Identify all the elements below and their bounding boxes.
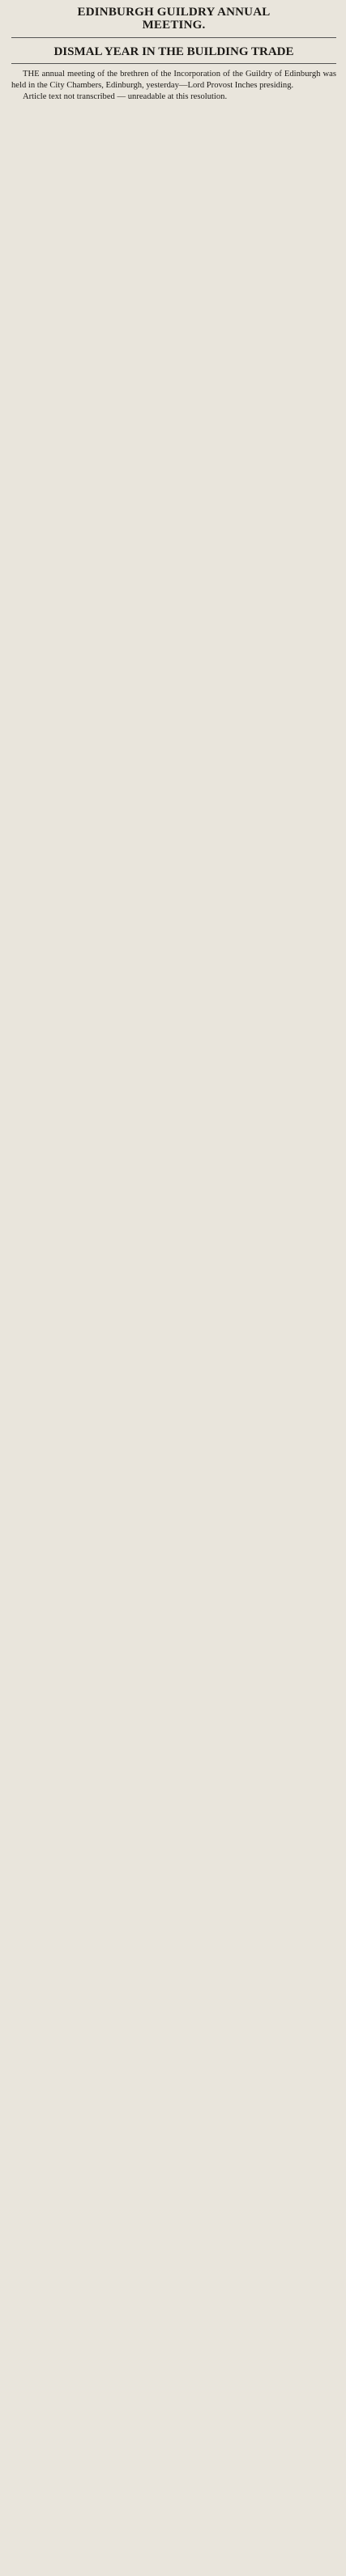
headline-line3: DISMAL YEAR IN THE BUILDING TRADE (53, 45, 294, 58)
divider (11, 63, 336, 64)
headline-line1: EDINBURGH GUILDRY ANNUAL (77, 6, 271, 19)
placeholder-notice: Article text not transcribed — unreadable at this resolution. (23, 92, 228, 102)
divider (11, 37, 336, 38)
headline-line2: MEETING. (142, 18, 206, 32)
paragraph: THE annual meeting of the brethren of the Incorporation of the Guildry of Edinburgh was held in the City Chambers, Edinburgh, yesterday—Lord Provost Inches presiding. (11, 70, 336, 91)
